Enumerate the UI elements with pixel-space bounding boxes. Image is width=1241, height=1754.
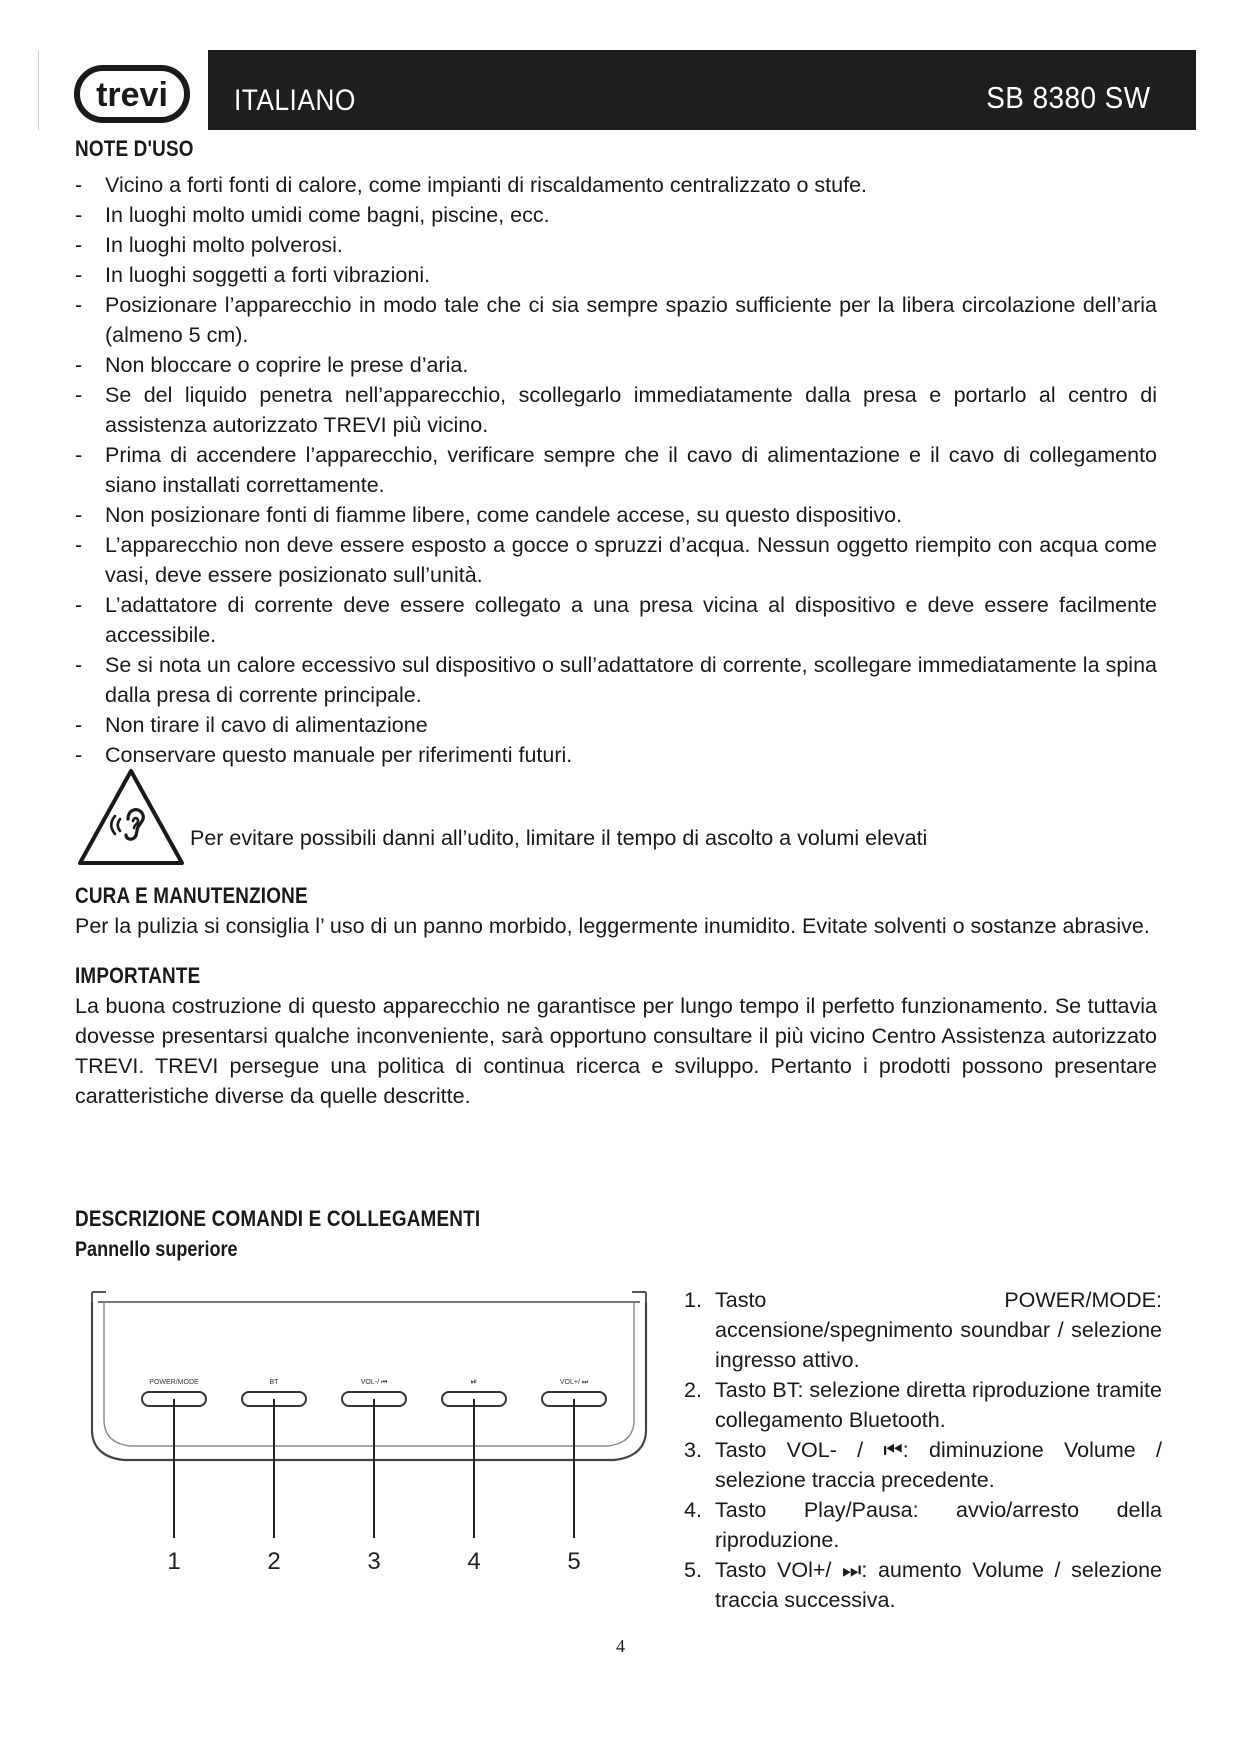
list-item: - Non bloccare o coprire le prese d’aria.: [75, 350, 1157, 380]
trevi-logo: [74, 62, 190, 126]
list-item: - In luoghi soggetti a forti vibrazioni.: [75, 260, 1157, 290]
section-title-descrizione: DESCRIZIONE COMANDI E COLLEGAMENTI: [75, 1206, 481, 1231]
legend-number: 1.: [684, 1288, 702, 1312]
button-label-play-pause: ⏯: [470, 1377, 478, 1386]
list-item: - Prima di accendere l’apparecchio, verificare sempre che il cavo di alimentazione e il cavo di collegamento siano installati correttamente.: [75, 440, 1157, 500]
list-item: - Posizionare l’apparecchio in modo tale che ci sia sempre spazio sufficiente per la libera circolazione dell’aria (almeno 5 cm).: [75, 290, 1157, 350]
header-bar: [208, 50, 1196, 130]
list-item: - Conservare questo manuale per riferimenti futuri.: [75, 740, 1157, 770]
legend-text: Tasto VOl+/ ⏭: aumento Volume / selezione traccia successiva.: [715, 1558, 1162, 1612]
page-margin-rule: [38, 50, 39, 130]
importante-text: La buona costruzione di questo apparecchio ne garantisce per lungo tempo il perfetto funzionamento. Se tuttavia dovesse presentarsi qualche inconveniente, sarà opportuno consultare il più vicino Centro Assistenza autorizzato TREVI. TREVI persegue una politica di continua ricerca e sviluppo. Pertanto i prodotti possono presentare caratteristiche diverse da quelle descritte.: [75, 994, 1157, 1108]
list-item: - Vicino a forti fonti di calore, come impianti di riscaldamento centralizzato o stufe.: [75, 170, 1157, 200]
legend-item: [684, 1435, 1162, 1495]
callout-number: 3: [367, 1548, 381, 1575]
hearing-warning-icon: [76, 767, 186, 867]
section-title-note-uso: NOTE D'USO: [75, 136, 194, 161]
list-item: - Non posizionare fonti di fiamme libere, come candele accese, su questo dispositivo.: [75, 500, 1157, 530]
callout-number: 5: [567, 1548, 581, 1575]
legend-item: [684, 1555, 1162, 1615]
button-label-power-mode: POWER/MODE: [149, 1379, 199, 1386]
legend-text: Tasto BT: selezione diretta riproduzione tramite collegamento Bluetooth.: [715, 1378, 1162, 1432]
list-item: - In luoghi molto umidi come bagni, piscine, ecc.: [75, 200, 1157, 230]
list-item: - L’adattatore di corrente deve essere collegato a una presa vicina al dispositivo e deve essere facilmente accessibile.: [75, 590, 1157, 650]
list-item: - Se del liquido penetra nell’apparecchio, scollegarlo immediatamente dalla presa e portarlo al centro di assistenza autorizzato TREVI più vicino.: [75, 380, 1157, 440]
note-uso-list: [75, 170, 1157, 770]
legend-item: [684, 1495, 1162, 1555]
section-title-cura: CURA E MANUTENZIONE: [75, 883, 308, 908]
callout-number: 4: [467, 1548, 481, 1575]
legend-number: 4.: [684, 1498, 702, 1522]
legend-text: Tasto Play/Pausa: avvio/arresto della riproduzione.: [715, 1498, 1162, 1552]
section-title-importante: IMPORTANTE: [75, 963, 201, 988]
list-item: - Se si nota un calore eccessivo sul dispositivo o sull’adattatore di corrente, scollegare immediatamente la spina dalla presa di corrente principale.: [75, 650, 1157, 710]
legend-number: 5.: [684, 1558, 702, 1582]
top-panel-diagram: [84, 1280, 654, 1580]
legend-item: [684, 1285, 1162, 1375]
button-label-vol-up: VOL+/ ⏭: [559, 1379, 589, 1386]
legend-number: 3.: [684, 1438, 702, 1462]
list-item: - L’apparecchio non deve essere esposto a gocce o spruzzi d’acqua. Nessun oggetto riempito con acqua come vasi, deve essere posizionato sull’unità.: [75, 530, 1157, 590]
legend-text: Tasto POWER/MODE: accensione/spegnimento soundbar / selezione ingresso attivo.: [715, 1288, 1162, 1372]
legend-number: 2.: [684, 1378, 702, 1402]
legend-item: [684, 1375, 1162, 1435]
cura-text: Per la pulizia si consiglia l’ uso di un panno morbido, leggermente inumidito. Evitate solventi o sostanze abrasive.: [75, 914, 1150, 938]
controls-legend: [684, 1285, 1162, 1615]
list-item: - Non tirare il cavo di alimentazione: [75, 710, 1157, 740]
button-label-bt: BT: [269, 1379, 279, 1386]
svg-text:trevi: trevi: [96, 76, 168, 114]
list-item: - In luoghi molto polverosi.: [75, 230, 1157, 260]
callout-number: 2: [267, 1548, 281, 1575]
subtitle-pannello-superiore: Pannello superiore: [75, 1238, 238, 1261]
button-label-vol-down: VOL-/ ⏮: [360, 1379, 388, 1386]
language-label: ITALIANO: [234, 84, 356, 117]
hearing-warning-text: Per evitare possibili danni all’udito, limitare il tempo di ascolto a volumi elevati: [190, 826, 928, 850]
legend-text: Tasto VOL- / ⏮: diminuzione Volume / selezione traccia precedente.: [715, 1438, 1162, 1492]
callout-number: 1: [167, 1548, 181, 1575]
model-label: SB 8380 SW: [985, 80, 1150, 115]
page-number: 4: [616, 1636, 625, 1656]
